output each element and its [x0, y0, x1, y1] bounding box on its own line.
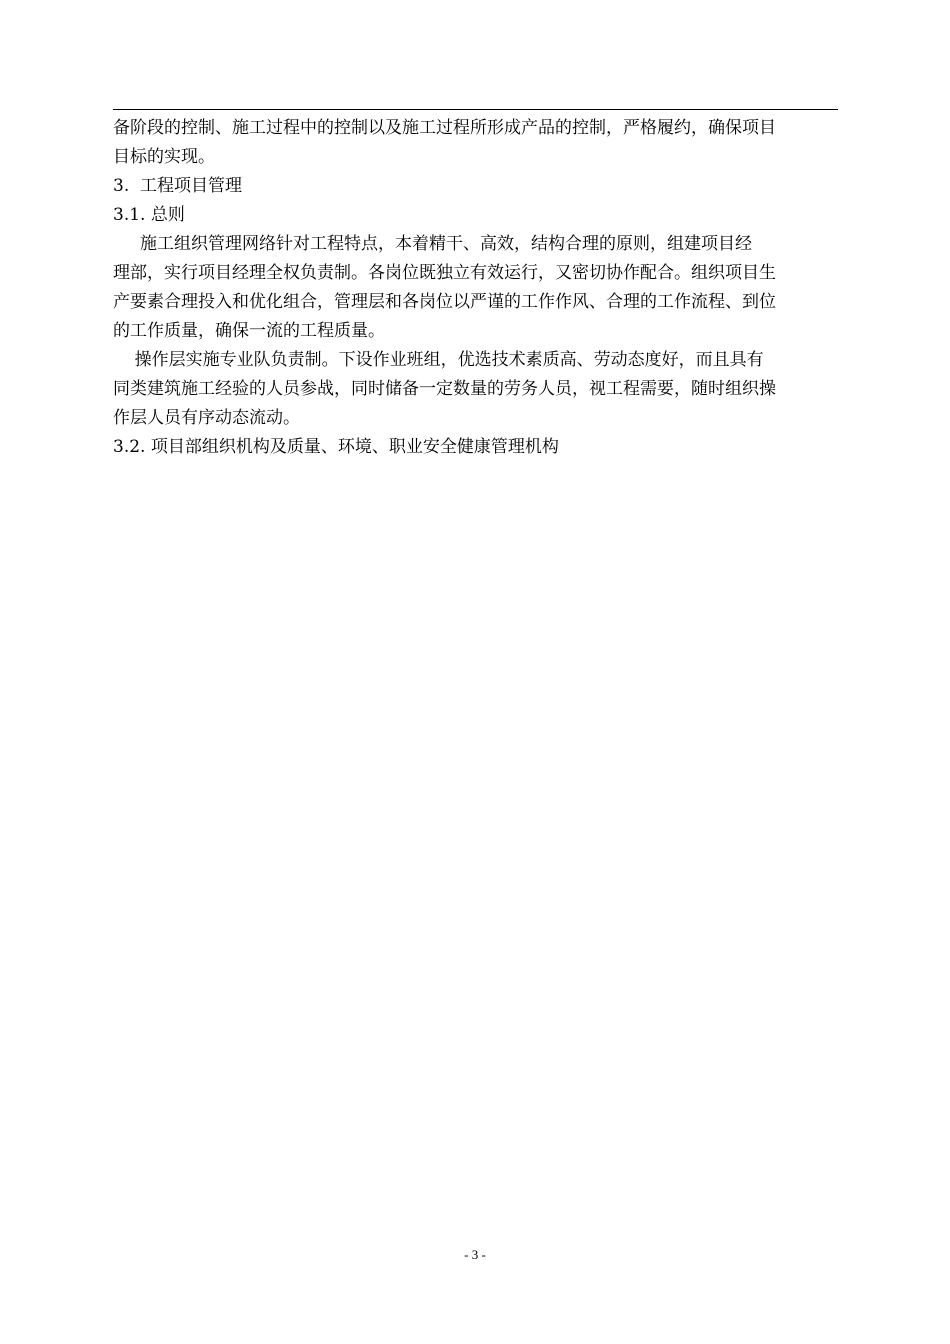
text-line-10: 同类建筑施工经验的人员参战，同时储备一定数量的劳务人员，视工程需要，随时组织操: [113, 379, 776, 399]
text-line-8: 的工作质量，确保一流的工程质量。: [113, 321, 385, 341]
text-line-11: 作层人员有序动态流动。: [113, 408, 300, 428]
page-number: - 3 -: [464, 1247, 486, 1262]
header-rule: [113, 109, 838, 110]
text-line-7: 产要素合理投入和优化组合，管理层和各岗位以严谨的工作作风、合理的工作流程、到位: [113, 292, 776, 312]
text-line-2: 目标的实现。: [113, 147, 215, 167]
subsection-heading-3-1: 3.1. 总则: [113, 205, 185, 225]
document-body: [113, 114, 838, 462]
text-line-1: 备阶段的控制、施工过程中的控制以及施工过程所形成产品的控制，严格履约，确保项目: [113, 118, 776, 138]
text-line-6: 理部，实行项目经理全权负责制。各岗位既独立有效运行，又密切协作配合。组织项目生: [113, 263, 776, 283]
text-line-5: 施工组织管理网络针对工程特点，本着精干、高效，结构合理的原则，组建项目经: [113, 234, 753, 254]
subsection-heading-3-2: 3.2. 项目部组织机构及质量、环境、职业安全健康管理机构: [113, 437, 559, 457]
section-heading-3: 3. 工程项目管理: [113, 176, 243, 196]
text-line-9: 操作层实施专业队负责制。下设作业班组，优选技术素质高、劳动态度好，而且具有: [113, 350, 764, 370]
